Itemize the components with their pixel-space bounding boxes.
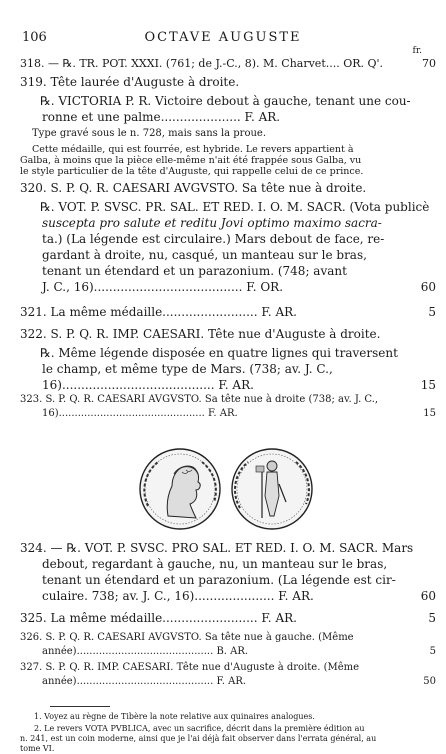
- entry-319-obverse: 319. Tête laurée d'Auguste à droite.: [20, 75, 240, 89]
- page-number: 106: [22, 30, 47, 45]
- entry-322: [20, 326, 436, 393]
- entry-318-value: 70: [422, 57, 436, 70]
- entry-326: [20, 632, 436, 658]
- entry-319-reverse-1: ℞. VICTORIA P. R. Victoire debout à gauche, tenant une cou-: [40, 94, 411, 108]
- entry-322-value: 15: [420, 378, 436, 392]
- entry-320-value: 60: [420, 280, 436, 294]
- entry-325-value: 5: [428, 611, 436, 625]
- currency-label: fr.: [412, 46, 422, 56]
- entry-320-reverse-4: gardant à droite, nu, casqué, un manteau sur le bras,: [42, 248, 367, 262]
- entry-320: [20, 180, 436, 295]
- entry-327-line-1: 327. S. P. Q. R. IMP. CAESARI. Tête nue d'Auguste à droite. (Même: [20, 662, 360, 673]
- entry-323-line-1: 323. S. P. Q. R. CAESARI AVGVSTO. Sa tête nue à droite (738; av. J. C.,: [20, 394, 379, 405]
- entry-326-value: 5: [429, 646, 436, 657]
- footnote-rule: [50, 706, 110, 707]
- entry-318: [20, 56, 436, 72]
- entry-324-line-2: debout, regardant à gauche, nu, un manteau sur le bras,: [42, 557, 388, 571]
- entry-323: [20, 394, 436, 420]
- page-header: [22, 30, 424, 46]
- entry-324-value: 60: [420, 589, 436, 603]
- entry-319-note-3: Galba, à moins que la pièce elle-même n'ait été frappée sous Galba, vu: [20, 155, 362, 166]
- entry-322-obverse: 322. S. P. Q. R. IMP. CAESARI. Tête nue d'Auguste à droite.: [20, 327, 381, 341]
- coin-obverse: [140, 449, 220, 529]
- entry-320-reverse-6: J. C., 16)....................................... F. OR.: [42, 280, 284, 294]
- entry-321-text: 321. La même médaille......................... F. AR.: [20, 305, 297, 319]
- coin-reverse: [232, 449, 312, 529]
- entry-320-reverse-5: tenant un étendard et un parazonium. (748; avant: [42, 264, 347, 278]
- entry-325: [20, 610, 436, 626]
- entry-318-text: 318. — ℞. TR. POT. XXXI. (761; de J.-C., 8). M. Charvet.... OR. Q'.: [20, 57, 384, 70]
- entry-327-value: 50: [423, 676, 436, 687]
- entry-324-line-1: 324. — ℞. VOT. P. SVSC. PRO SAL. ET RED. I. O. M. SACR. Mars: [20, 541, 414, 555]
- entry-322-reverse-1: ℞. Même légende disposée en quatre lignes qui traversent: [40, 346, 398, 360]
- entry-327-line-2: année)........................................... F. AR.: [42, 676, 247, 687]
- entry-319-reverse-2: ronne et une palme..................... F. AR.: [42, 110, 281, 124]
- footnote-2-line-3: tome VI.: [20, 744, 55, 753]
- coin-image: [138, 446, 314, 532]
- entry-319: [20, 74, 426, 177]
- footnote-1: 1. Voyez au règne de Tibère la note relative aux quinaires analogues.: [34, 712, 315, 721]
- entry-324-line-4: culaire. 738; av. J. C., 16)..................... F. AR.: [42, 589, 314, 603]
- running-title: OCTAVE AUGUSTE: [144, 30, 302, 45]
- entry-320-obverse: 320. S. P. Q. R. CAESARI AVGVSTO. Sa tête nue à droite.: [20, 181, 367, 195]
- entry-327: [20, 662, 436, 688]
- entry-323-line-2: 16).............................................. F. AR.: [42, 408, 238, 419]
- entry-325-text: 325. La même médaille......................... F. AR.: [20, 611, 297, 625]
- entry-320-reverse-1: ℞. VOT. P. SVSC. PR. SAL. ET RED. I. O. M. SACR. (Vota publicè: [40, 200, 430, 214]
- entry-326-line-2: année)........................................... B. AR.: [42, 646, 249, 657]
- entry-319-note-4: le style particulier de la tête d'Auguste, qui rappelle celui de ce prince.: [20, 166, 364, 177]
- footnote-2-line-2: n. 241, est un coin moderne, ainsi que je l'ai déjà fait observer dans l'errata général, au: [20, 734, 377, 743]
- entry-323-value: 15: [423, 408, 436, 419]
- coin-illustration: [138, 446, 314, 532]
- entry-319-note-1: Type gravé sous le n. 728, mais sans la proue.: [32, 128, 267, 139]
- footnote-2-line-1: 2. Le revers VOTA PVBLICA, avec un sacrifice, décrit dans la première édition au: [34, 724, 365, 733]
- entry-319-note-2: Cette médaille, qui est fourrée, est hybride. Le revers appartient à: [32, 144, 354, 155]
- entry-324-line-3: tenant un étendard et un parazonium. (La légende est cir-: [42, 573, 396, 587]
- entry-320-reverse-2: suscepta pro salute et reditu Jovi optimo maximo sacra-: [42, 216, 382, 230]
- entry-324: [20, 540, 436, 604]
- entry-321: [20, 304, 436, 320]
- entry-326-line-1: 326. S. P. Q. R. CAESARI AVGVSTO. Sa tête nue à gauche. (Même: [20, 632, 354, 643]
- entry-322-reverse-2: le champ, et même type de Mars. (738; av. J. C.,: [42, 362, 333, 376]
- entry-321-value: 5: [428, 305, 436, 319]
- footnotes: [20, 712, 426, 754]
- entry-320-reverse-3: ta.) (La légende est circulaire.) Mars debout de face, re-: [42, 232, 385, 246]
- entry-322-reverse-3: 16)........................................ F. AR.: [42, 378, 254, 392]
